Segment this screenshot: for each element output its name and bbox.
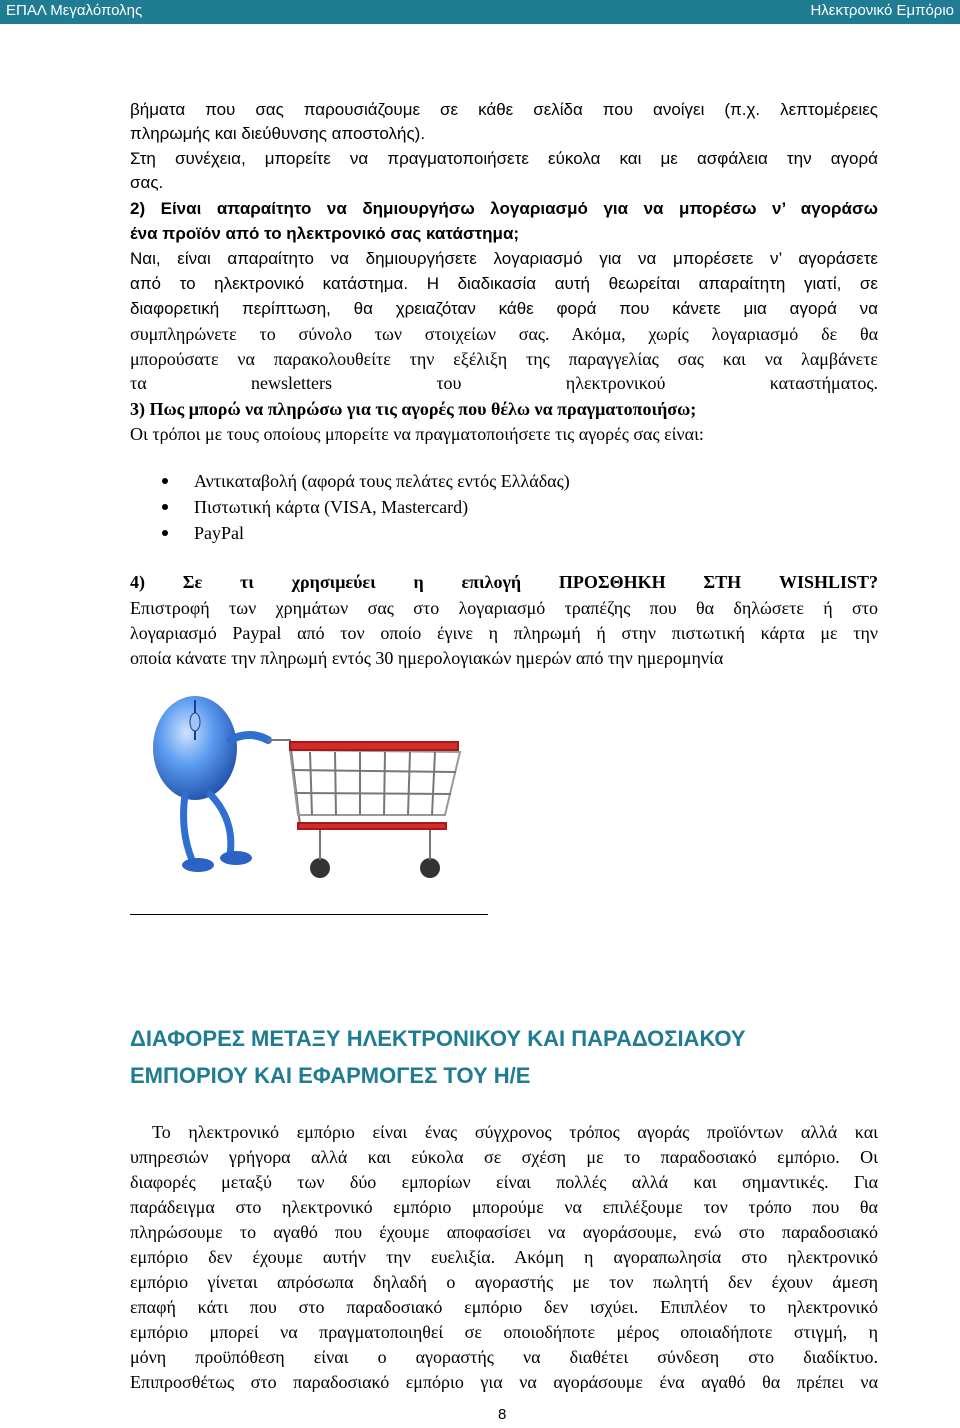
a2-line-3: διαφορετική περίπτωση, θα χρειαζόταν κάθε φορά που κάνετε μια αγορά να: [130, 299, 878, 318]
shopping-cart-icon: [268, 740, 460, 829]
page-header: [0, 0, 960, 24]
pf-line-4: παράδειγμα στο ηλεκτρονικό εμπόριο μπορούμε να επιλέξουμε τον τρόπο που θα: [130, 1197, 878, 1217]
a2-line-2: από το ηλεκτρονικό κατάστημα. Η διαδικασία αυτή θεωρείται απαραίτητη γιατί, σε: [130, 274, 878, 293]
a4-line-3: οποία κάνατε την πληρωμή εντός 30 ημερολογιακών ημερών από την ημερομηνία: [130, 648, 724, 668]
a2-line-1: Ναι, είναι απαραίτητο να δημιουργήσετε λογαριασμό για να μπορέσετε ν’ αγοράσετε: [130, 249, 878, 268]
pf-line-9: εμπόριο μπορεί να πραγματοποιηθεί σε οποιοδήποτε μέρος οποιαδήποτε στιγμή, η: [130, 1322, 878, 1342]
pf-line-2: υπηρεσιών γρήγορα αλλά και εύκολα σε σχέση με το παραδοσιακό εμπόριο. Οι: [130, 1147, 878, 1167]
section-title-line-1: ΔΙΑΦΟΡΕΣ ΜΕΤΑΞΥ ΗΛΕΚΤΡΟΝΙΚΟΥ ΚΑΙ ΠΑΡΑΔΟΣΙΑΚΟΥ: [130, 1026, 746, 1051]
header-subject: Ηλεκτρονικό Εμπόριο: [810, 2, 954, 19]
q4-line: 4) Σε τι χρησιμεύει η επιλογή ΠΡΟΣΘΗΚΗ ΣΤΗ WISHLIST?: [130, 572, 878, 592]
page-number: 8: [498, 1406, 507, 1423]
section-title-line-2: ΕΜΠΟΡΙΟΥ ΚΑΙ ΕΦΑΡΜΟΓΕΣ ΤΟΥ Η/Ε: [130, 1063, 531, 1088]
a4-line-2: λογαριασμό Paypal από τον οποίο έγινε η πληρωμή ή στην πιστωτική κάρτα με την: [130, 623, 878, 643]
a3-line: Οι τρόποι με τους οποίους μπορείτε να πραγματοποιήσετε τις αγορές σας είναι:: [130, 424, 704, 444]
a4-line-1: Επιστροφή των χρημάτων σας στο λογαριασμό τραπέζης που θα δηλώσετε ή στο: [130, 598, 878, 618]
pf-line-8: επαφή κάτι που στο παραδοσιακό εμπόριο δεν ισχύει. Επιπλέον το ηλεκτρονικό: [130, 1297, 878, 1317]
pf-line-11: Επιπροσθέτως στο παραδοσιακό εμπόριο για να αγοράσουμε ένα αγαθό θα πρέπει να: [130, 1372, 878, 1392]
list-item: Πιστωτική κάρτα (VISA, Mastercard): [130, 494, 570, 520]
a2-line-5: μπορούσατε να παρακολουθείτε την εξέλιξη της παραγγελίας σας και να λαμβάνετε: [130, 349, 878, 369]
p1-line-1: βήματα που σας παρουσιάζουμε σε κάθε σελίδα που ανοίγει (π.χ. λεπτομέρειες: [130, 100, 878, 119]
p1-line-2: πληρωμής και διεύθυνσης αποστολής).: [130, 124, 426, 143]
a2-line-6: τα newsletters του ηλεκτρονικού καταστήματος.: [130, 373, 878, 393]
a2-line-4: συμπληρώνετε το σύνολο των στοιχείων σας. Ακόμα, χωρίς λογαριασμό δε θα: [130, 324, 878, 344]
mouse-shopping-cart-illustration: [140, 690, 490, 900]
pf-line-3: διαφορές μεταξύ των δύο εμπορίων είναι πολλές αλλά και σημαντικές. Για: [130, 1172, 878, 1192]
header-school: ΕΠΑΛ Μεγαλόπολης: [6, 2, 143, 19]
pf-line-5: πληρώσουμε το αγαθό που έχουμε αποφασίσει να αγοράσουμε, ενώ στο παραδοσιακό: [130, 1222, 878, 1242]
pf-line-7: εμπόριο γίνεται απρόσωπα δηλαδή ο αγοραστής με τον πωλητή δεν έχουν άμεση: [130, 1272, 878, 1292]
p1-line-4: σας.: [130, 173, 164, 192]
q3-line: 3) Πως μπορώ να πληρώσω για τις αγορές που θέλω να πραγματοποιήσω;: [130, 399, 697, 419]
p1-line-3: Στη συνέχεια, μπορείτε να πραγματοποιήσετε εύκολα και με ασφάλεια την αγορά: [130, 149, 878, 168]
q2-line-1: 2) Είναι απαραίτητο να δημιουργήσω λογαριασμό για να μπορέσω ν’ αγοράσω: [130, 199, 878, 218]
q2-line-2: ένα προϊόν από το ηλεκτρονικό σας κατάστημα;: [130, 224, 520, 243]
list-item: Αντικαταβολή (αφορά τους πελάτες εντός Ελλάδας): [130, 468, 570, 494]
payment-methods-list: [130, 468, 570, 546]
list-item: PayPal: [130, 520, 570, 546]
footnote-divider: [130, 914, 488, 915]
pf-line-6: εμπόριο δεν έχουμε αυτήν την ευελιξία. Ακόμη η αγοραπωλησία στο ηλεκτρονικό: [130, 1247, 878, 1267]
pf-line-1: Το ηλεκτρονικό εμπόριο είναι ένας σύγχρονος τρόπος αγοράς προϊόντων αλλά και: [152, 1122, 878, 1142]
pf-line-10: μόνη προϋπόθεση είναι ο αγοραστής να διαθέτει σύνδεση στο διαδίκτυο.: [130, 1347, 878, 1367]
